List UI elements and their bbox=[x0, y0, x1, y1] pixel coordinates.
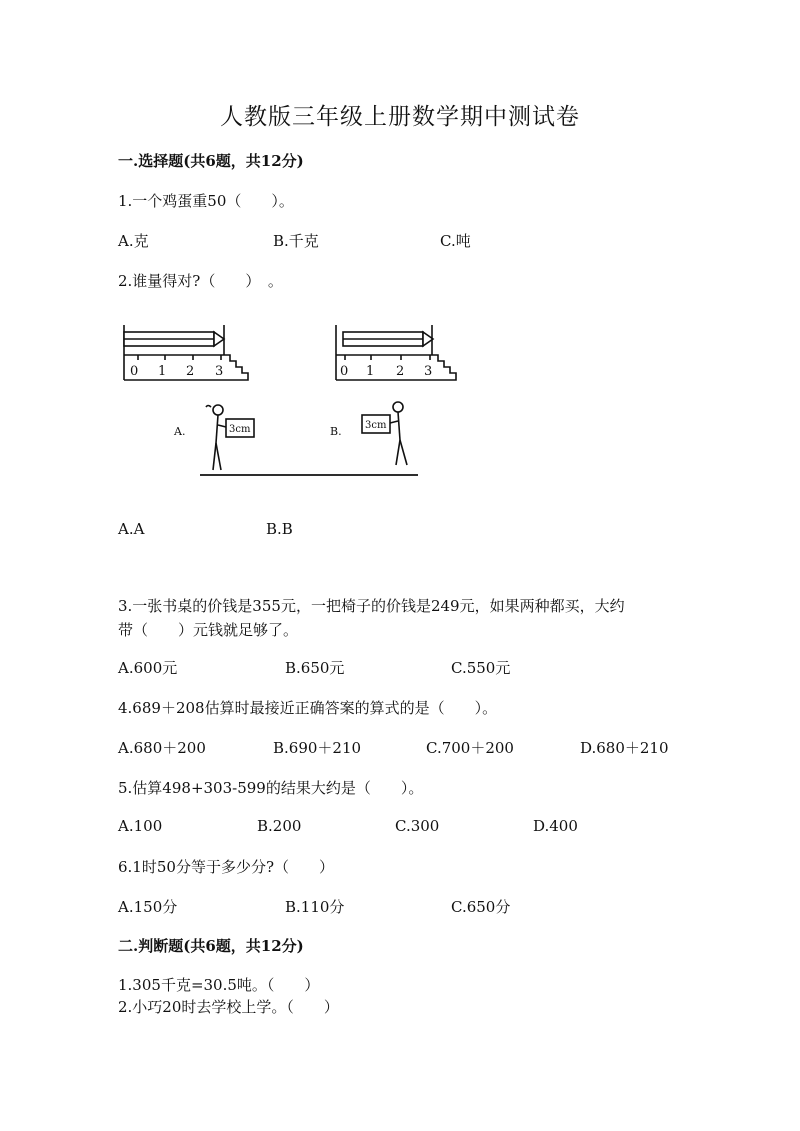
question-5-option-a: A.100 bbox=[118, 817, 163, 835]
figure-label-b: B. bbox=[330, 425, 342, 438]
question-2-option-b: B.B bbox=[266, 520, 293, 538]
question-1-option-b: B.千克 bbox=[273, 232, 319, 250]
section-heading-choice: 一.选择题(共6题，共12分) bbox=[118, 152, 304, 170]
right-tick-3: 3 bbox=[424, 364, 433, 379]
question-4-text: 4.689＋208估算时最接近正确答案的算式的是（ ）。 bbox=[118, 699, 498, 717]
question-3-option-a: A.600元 bbox=[118, 659, 178, 677]
question-4-option-d: D.680＋210 bbox=[580, 739, 669, 757]
left-tick-2: 2 bbox=[186, 364, 195, 379]
card-a-text: 3cm bbox=[229, 424, 251, 435]
question-2-text: 2.谁量得对?（ ） 。 bbox=[118, 272, 283, 290]
question-1-text: 1.一个鸡蛋重50（ ）。 bbox=[118, 192, 294, 210]
left-tick-0: 0 bbox=[130, 364, 139, 379]
question-3-text-line1: 3.一张书桌的价钱是355元，一把椅子的价钱是249元，如果两种都买，大约 bbox=[118, 597, 625, 615]
right-tick-1: 1 bbox=[366, 364, 375, 379]
question-3-text-line2: 带（ ）元钱就足够了。 bbox=[118, 621, 299, 639]
question-6-option-a: A.150分 bbox=[118, 898, 178, 916]
question-3-option-b: B.650元 bbox=[285, 659, 345, 677]
question-5-option-c: C.300 bbox=[395, 817, 440, 835]
page-title: 人教版三年级上册数学期中测试卷 bbox=[220, 104, 580, 130]
question-3-option-c: C.550元 bbox=[451, 659, 511, 677]
figure-label-a: A. bbox=[174, 425, 186, 438]
right-tick-2: 2 bbox=[396, 364, 405, 379]
question-1-option-a: A.克 bbox=[118, 232, 149, 250]
left-tick-3: 3 bbox=[215, 364, 224, 379]
question-6-option-b: B.110分 bbox=[285, 898, 345, 916]
judgment-1-text: 1.305千克=30.5吨。（ ） bbox=[118, 976, 320, 994]
question-5-option-b: B.200 bbox=[257, 817, 302, 835]
section-heading-judgment: 二.判断题(共6题，共12分) bbox=[118, 937, 304, 955]
ruler-measure-figure bbox=[118, 315, 478, 480]
question-4-option-c: C.700＋200 bbox=[426, 739, 514, 757]
question-4-option-a: A.680＋200 bbox=[118, 739, 206, 757]
question-2-option-a: A.A bbox=[118, 520, 145, 538]
boy-figure bbox=[390, 402, 407, 465]
question-5-text: 5.估算498+303-599的结果大约是（ ）。 bbox=[118, 779, 424, 797]
judgment-2-text: 2.小巧20时去学校上学。（ ） bbox=[118, 998, 339, 1016]
left-tick-1: 1 bbox=[158, 364, 167, 379]
question-6-text: 6.1时50分等于多少分?（ ） bbox=[118, 858, 334, 876]
question-5-option-d: D.400 bbox=[533, 817, 578, 835]
question-4-option-b: B.690＋210 bbox=[273, 739, 362, 757]
question-1-option-c: C.吨 bbox=[440, 232, 471, 250]
right-tick-0: 0 bbox=[340, 364, 349, 379]
question-6-option-c: C.650分 bbox=[451, 898, 511, 916]
girl-figure bbox=[206, 405, 226, 470]
card-b-text: 3cm bbox=[365, 420, 387, 431]
